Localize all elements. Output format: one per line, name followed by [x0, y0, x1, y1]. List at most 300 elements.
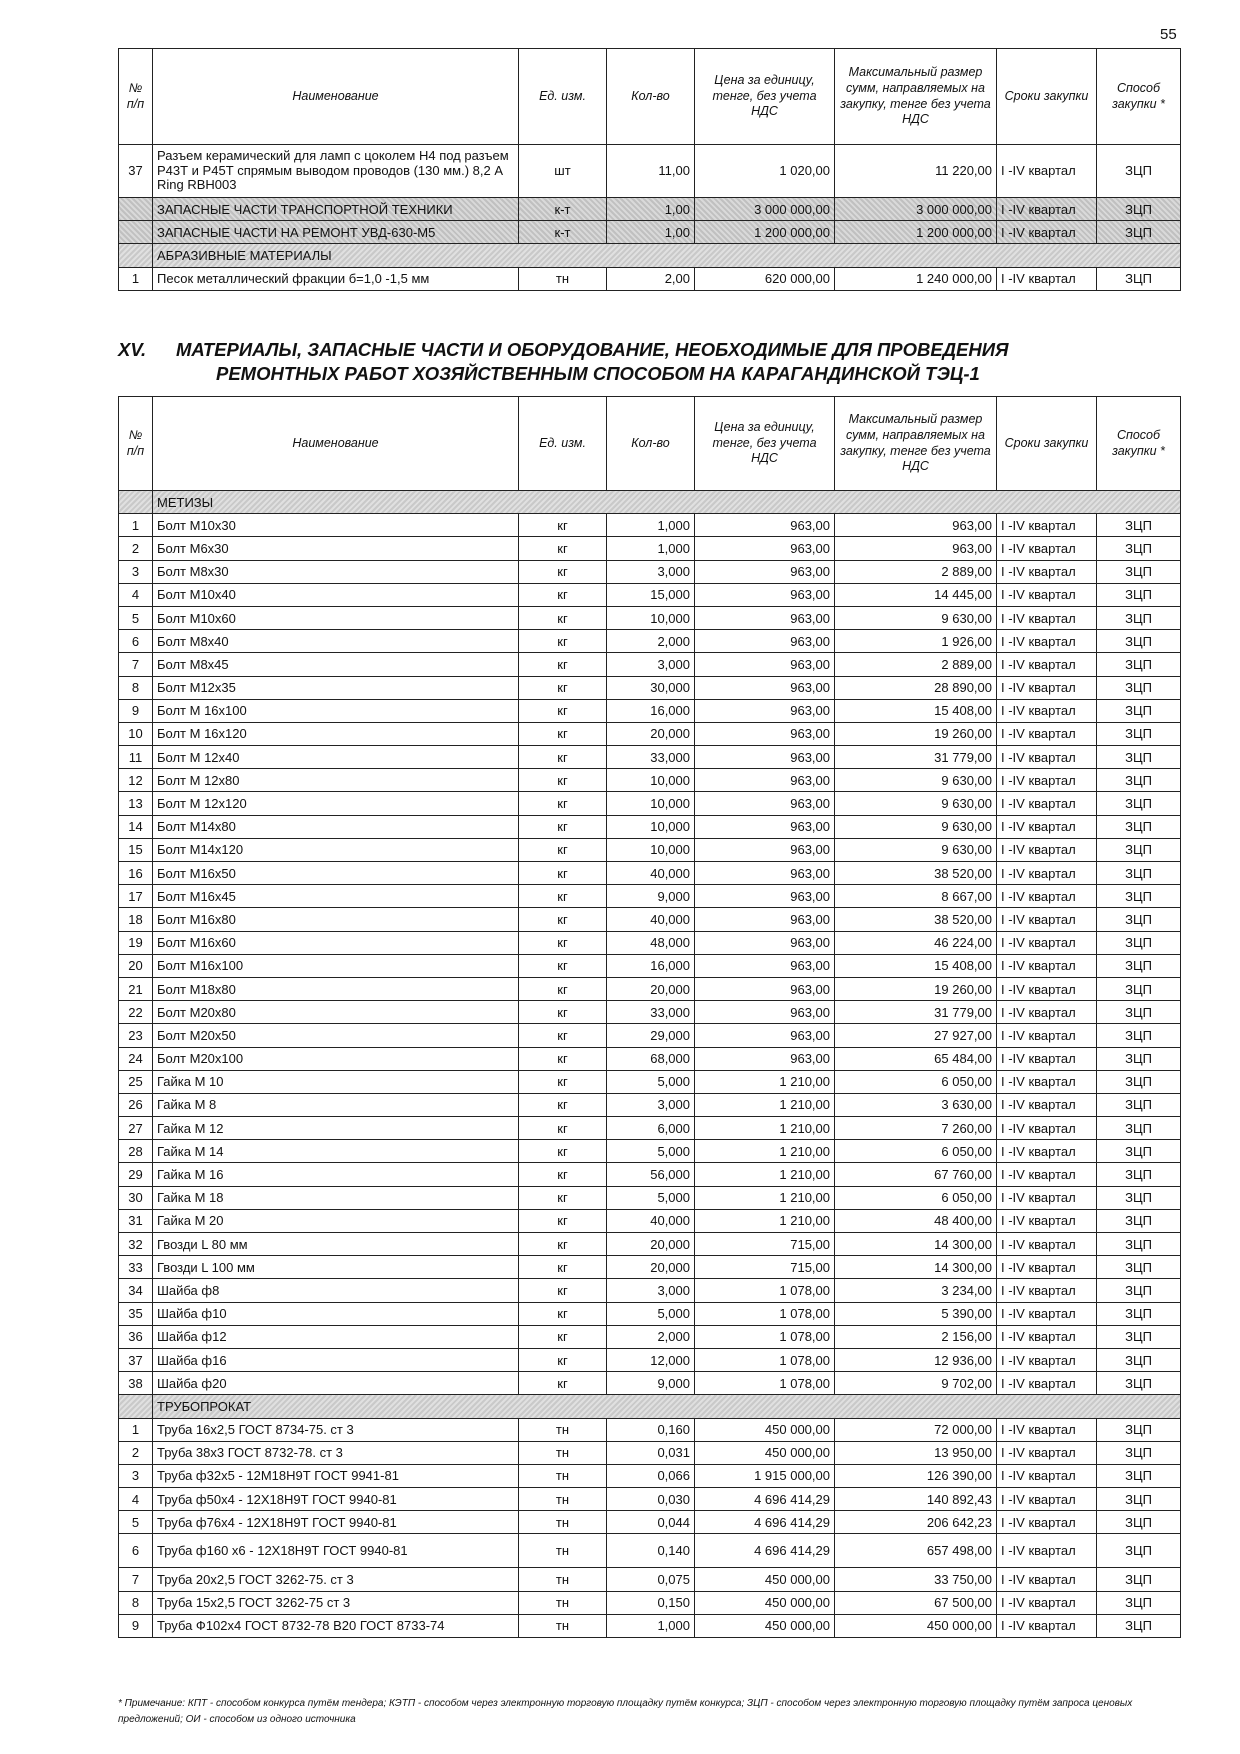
cell-price: 1 210,00: [695, 1163, 835, 1186]
cell-price: 963,00: [695, 885, 835, 908]
cell-way: ЗЦП: [1097, 1279, 1181, 1302]
cell-unit: кг: [519, 676, 607, 699]
cell-max: 48 400,00: [835, 1209, 997, 1232]
cell-num: 33: [119, 1256, 153, 1279]
cell-max: 38 520,00: [835, 908, 997, 931]
cell-qty: 3,000: [607, 560, 695, 583]
cell-way: ЗЦП: [1097, 792, 1181, 815]
cell-qty: 20,000: [607, 1233, 695, 1256]
section-title-line1: МАТЕРИАЛЫ, ЗАПАСНЫЕ ЧАСТИ И ОБОРУДОВАНИЕ, НЕОБХОДИМЫЕ ДЛЯ ПРОВЕДЕНИЯ: [176, 339, 1009, 360]
cell-way: ЗЦП: [1097, 221, 1181, 244]
cell-qty: 10,000: [607, 792, 695, 815]
cell-name: Песок металлический фракции б=1,0 -1,5 мм: [153, 267, 519, 290]
cell-price: 963,00: [695, 931, 835, 954]
table-row: [119, 1024, 1181, 1047]
cell-max: 31 779,00: [835, 746, 997, 769]
cell-num: 27: [119, 1117, 153, 1140]
cell-name: Шайба ф12: [153, 1325, 519, 1348]
cell-num: 30: [119, 1186, 153, 1209]
cell-max: 1 200 000,00: [835, 221, 997, 244]
table-row: [119, 145, 1181, 198]
cell-name: ЗАПАСНЫЕ ЧАСТИ ТРАНСПОРТНОЙ ТЕХНИКИ: [153, 198, 519, 221]
cell-way: ЗЦП: [1097, 722, 1181, 745]
cell-max: 19 260,00: [835, 977, 997, 1000]
cell-way: ЗЦП: [1097, 1024, 1181, 1047]
cell-name: Болт М20х50: [153, 1024, 519, 1047]
cell-price: 963,00: [695, 908, 835, 931]
cell-way: ЗЦП: [1097, 1511, 1181, 1534]
cell-name: Болт М16х80: [153, 908, 519, 931]
cell-unit: кг: [519, 1325, 607, 1348]
cell-way: ЗЦП: [1097, 583, 1181, 606]
cell-name: Болт М 12х120: [153, 792, 519, 815]
cell-max: 38 520,00: [835, 862, 997, 885]
cell-qty: 10,000: [607, 815, 695, 838]
cell-price: 963,00: [695, 746, 835, 769]
cell-term: I -IV квартал: [997, 954, 1097, 977]
cell-qty: 2,00: [607, 267, 695, 290]
section-row: [119, 1395, 1181, 1418]
cell-num: 19: [119, 931, 153, 954]
cell-name: Болт М10х60: [153, 606, 519, 629]
table-row: [119, 1163, 1181, 1186]
cell-name: Шайба ф8: [153, 1279, 519, 1302]
cell-price: 963,00: [695, 583, 835, 606]
cell-qty: 56,000: [607, 1163, 695, 1186]
cell-term: I -IV квартал: [997, 653, 1097, 676]
cell-max: 19 260,00: [835, 722, 997, 745]
cell-term: I -IV квартал: [997, 699, 1097, 722]
header-way: Способ закупки *: [1097, 397, 1181, 491]
cell-term: I -IV квартал: [997, 221, 1097, 244]
cell-qty: 10,000: [607, 838, 695, 861]
cell-way: ЗЦП: [1097, 1093, 1181, 1116]
cell-max: 72 000,00: [835, 1418, 997, 1441]
cell-term: I -IV квартал: [997, 1256, 1097, 1279]
cell-way: ЗЦП: [1097, 1233, 1181, 1256]
cell-unit: кг: [519, 746, 607, 769]
cell-unit: кг: [519, 1163, 607, 1186]
cell-unit: кг: [519, 1070, 607, 1093]
cell-num: 12: [119, 769, 153, 792]
cell-max: 450 000,00: [835, 1614, 997, 1637]
cell-price: 1 210,00: [695, 1186, 835, 1209]
table-row: [119, 1591, 1181, 1614]
cell-num: 3: [119, 560, 153, 583]
cell-num: 8: [119, 676, 153, 699]
cell-term: I -IV квартал: [997, 1441, 1097, 1464]
cell-unit: тн: [519, 1568, 607, 1591]
cell-price: 1 210,00: [695, 1117, 835, 1140]
cell-qty: 0,030: [607, 1488, 695, 1511]
cell-qty: 15,000: [607, 583, 695, 606]
cell-name: Гайка М 10: [153, 1070, 519, 1093]
cell-price: 1 200 000,00: [695, 221, 835, 244]
cell-term: I -IV квартал: [997, 537, 1097, 560]
table-row: [119, 1534, 1181, 1568]
cell-qty: 30,000: [607, 676, 695, 699]
header-price: Цена за единицу, тенге, без учета НДС: [695, 49, 835, 145]
cell-term: I -IV квартал: [997, 145, 1097, 198]
cell-way: ЗЦП: [1097, 1591, 1181, 1614]
cell-term: I -IV квартал: [997, 722, 1097, 745]
cell-term: I -IV квартал: [997, 676, 1097, 699]
cell-max: 2 889,00: [835, 653, 997, 676]
cell-term: I -IV квартал: [997, 1047, 1097, 1070]
cell-qty: 5,000: [607, 1140, 695, 1163]
cell-price: 963,00: [695, 514, 835, 537]
cell-qty: 20,000: [607, 977, 695, 1000]
cell-unit: тн: [519, 1511, 607, 1534]
cell-num: 36: [119, 1325, 153, 1348]
cell-qty: 40,000: [607, 1209, 695, 1232]
cell-term: I -IV квартал: [997, 198, 1097, 221]
cell-qty: 3,000: [607, 653, 695, 676]
table-row: [119, 977, 1181, 1000]
cell-max: 9 630,00: [835, 838, 997, 861]
cell-way: ЗЦП: [1097, 1348, 1181, 1371]
cell-unit: кг: [519, 1117, 607, 1140]
cell-num: 7: [119, 1568, 153, 1591]
cell-price: 1 210,00: [695, 1140, 835, 1163]
table-row: [119, 1372, 1181, 1395]
table-row: [119, 514, 1181, 537]
cell-price: 963,00: [695, 1001, 835, 1024]
cell-term: I -IV квартал: [997, 1070, 1097, 1093]
cell-name: Шайба ф10: [153, 1302, 519, 1325]
cell-unit: тн: [519, 1534, 607, 1568]
cell-price: 450 000,00: [695, 1591, 835, 1614]
cell-unit: к-т: [519, 198, 607, 221]
cell-unit: кг: [519, 606, 607, 629]
cell-max: 27 927,00: [835, 1024, 997, 1047]
cell-price: 1 020,00: [695, 145, 835, 198]
cell-num: 7: [119, 653, 153, 676]
table-row: [119, 1047, 1181, 1070]
cell-unit: кг: [519, 583, 607, 606]
cell-max: 9 630,00: [835, 792, 997, 815]
cell-term: I -IV квартал: [997, 931, 1097, 954]
cell-way: ЗЦП: [1097, 1372, 1181, 1395]
cell-way: ЗЦП: [1097, 1209, 1181, 1232]
cell-num: 24: [119, 1047, 153, 1070]
cell-qty: 40,000: [607, 908, 695, 931]
cell-way: ЗЦП: [1097, 630, 1181, 653]
cell-price: 963,00: [695, 560, 835, 583]
table-row: [119, 792, 1181, 815]
cell-term: I -IV квартал: [997, 1511, 1097, 1534]
cell-way: ЗЦП: [1097, 699, 1181, 722]
cell-num: 26: [119, 1093, 153, 1116]
cell-way: ЗЦП: [1097, 769, 1181, 792]
cell-qty: 33,000: [607, 746, 695, 769]
table-row: [119, 1325, 1181, 1348]
cell-qty: 1,000: [607, 1614, 695, 1637]
cell-way: ЗЦП: [1097, 1534, 1181, 1568]
cell-term: I -IV квартал: [997, 746, 1097, 769]
table-row: [119, 722, 1181, 745]
cell-max: 15 408,00: [835, 699, 997, 722]
cell-name: Болт М8х40: [153, 630, 519, 653]
cell-term: I -IV квартал: [997, 1186, 1097, 1209]
cell-unit: кг: [519, 1186, 607, 1209]
table-row: [119, 746, 1181, 769]
cell-num: [119, 198, 153, 221]
cell-unit: кг: [519, 630, 607, 653]
cell-price: 963,00: [695, 954, 835, 977]
table-row: [119, 1511, 1181, 1534]
table-row: [119, 1418, 1181, 1441]
table-row: [119, 1140, 1181, 1163]
cell-term: I -IV квартал: [997, 908, 1097, 931]
cell-price: 963,00: [695, 769, 835, 792]
cell-name: Разъем керамический для ламп с цоколем Н4 под разъем Р43Т и Р45Т спрямым выводом проводов (130 мм.) 8,2 A Ring RBH003: [153, 145, 519, 198]
cell-name: Труба 20х2,5 ГОСТ 3262-75. ст 3: [153, 1568, 519, 1591]
cell-qty: 9,000: [607, 885, 695, 908]
cell-qty: 48,000: [607, 931, 695, 954]
cell-qty: 68,000: [607, 1047, 695, 1070]
header-way: Способ закупки *: [1097, 49, 1181, 145]
cell-name: Гайка М 14: [153, 1140, 519, 1163]
cell-term: I -IV квартал: [997, 1302, 1097, 1325]
cell-num: 9: [119, 699, 153, 722]
cell-term: I -IV квартал: [997, 630, 1097, 653]
cell-term: I -IV квартал: [997, 583, 1097, 606]
cell-num: 17: [119, 885, 153, 908]
cell-term: I -IV квартал: [997, 1614, 1097, 1637]
cell-qty: 5,000: [607, 1302, 695, 1325]
cell-way: ЗЦП: [1097, 145, 1181, 198]
cell-name: Шайба ф20: [153, 1372, 519, 1395]
cell-term: I -IV квартал: [997, 1591, 1097, 1614]
cell-term: I -IV квартал: [997, 1534, 1097, 1568]
section-label: МЕТИЗЫ: [153, 491, 1181, 514]
cell-num: 5: [119, 1511, 153, 1534]
section-cell-num: [119, 1395, 153, 1418]
table-row: [119, 838, 1181, 861]
cell-way: ЗЦП: [1097, 1117, 1181, 1140]
cell-price: 963,00: [695, 676, 835, 699]
cell-term: I -IV квартал: [997, 1233, 1097, 1256]
cell-term: I -IV квартал: [997, 514, 1097, 537]
cell-way: ЗЦП: [1097, 1186, 1181, 1209]
header-qty: Кол-во: [607, 397, 695, 491]
cell-way: ЗЦП: [1097, 560, 1181, 583]
cell-term: I -IV квартал: [997, 769, 1097, 792]
cell-unit: кг: [519, 769, 607, 792]
cell-num: 6: [119, 1534, 153, 1568]
cell-num: 16: [119, 862, 153, 885]
cell-num: 4: [119, 1488, 153, 1511]
cell-term: I -IV квартал: [997, 1279, 1097, 1302]
cell-term: I -IV квартал: [997, 815, 1097, 838]
table-row: [119, 1441, 1181, 1464]
cell-price: 4 696 414,29: [695, 1534, 835, 1568]
table-row: [119, 1568, 1181, 1591]
cell-price: 963,00: [695, 722, 835, 745]
cell-num: 14: [119, 815, 153, 838]
cell-term: I -IV квартал: [997, 1464, 1097, 1487]
table-row: [119, 954, 1181, 977]
section-cell-num: [119, 491, 153, 514]
cell-name: Гайка М 18: [153, 1186, 519, 1209]
cell-max: 8 667,00: [835, 885, 997, 908]
group-row: [119, 221, 1181, 244]
cell-max: 28 890,00: [835, 676, 997, 699]
table-row: [119, 862, 1181, 885]
header-max: Максимальный размер сумм, направляемых на закупку, тенге без учета НДС: [835, 49, 997, 145]
cell-way: ЗЦП: [1097, 908, 1181, 931]
cell-qty: 5,000: [607, 1186, 695, 1209]
cell-unit: кг: [519, 1209, 607, 1232]
cell-name: Болт М10х40: [153, 583, 519, 606]
cell-qty: 0,031: [607, 1441, 695, 1464]
cell-unit: тн: [519, 1418, 607, 1441]
cell-way: ЗЦП: [1097, 746, 1181, 769]
table-row: [119, 537, 1181, 560]
cell-qty: 12,000: [607, 1348, 695, 1371]
cell-unit: к-т: [519, 221, 607, 244]
cell-max: 2 889,00: [835, 560, 997, 583]
cell-unit: кг: [519, 537, 607, 560]
cell-unit: кг: [519, 1302, 607, 1325]
group-row: [119, 198, 1181, 221]
table-row: [119, 908, 1181, 931]
cell-price: 4 696 414,29: [695, 1511, 835, 1534]
cell-name: Болт М 12х80: [153, 769, 519, 792]
cell-max: 12 936,00: [835, 1348, 997, 1371]
header-max: Максимальный размер сумм, направляемых на закупку, тенге без учета НДС: [835, 397, 997, 491]
section-number: XV.: [118, 339, 147, 360]
cell-name: Болт М16х100: [153, 954, 519, 977]
cell-price: 4 696 414,29: [695, 1488, 835, 1511]
cell-num: 31: [119, 1209, 153, 1232]
cell-price: 963,00: [695, 537, 835, 560]
cell-num: 37: [119, 1348, 153, 1371]
cell-name: Болт М 12х40: [153, 746, 519, 769]
cell-name: Болт М20х80: [153, 1001, 519, 1024]
cell-unit: тн: [519, 1591, 607, 1614]
table-row: [119, 1070, 1181, 1093]
table-row: [119, 815, 1181, 838]
cell-way: ЗЦП: [1097, 815, 1181, 838]
cell-qty: 0,044: [607, 1511, 695, 1534]
cell-term: I -IV квартал: [997, 1093, 1097, 1116]
cell-unit: кг: [519, 1233, 607, 1256]
table-row: [119, 931, 1181, 954]
table-row: [119, 1614, 1181, 1637]
cell-term: I -IV квартал: [997, 862, 1097, 885]
header-name: Наименование: [153, 49, 519, 145]
cell-name: Труба 15х2,5 ГОСТ 3262-75 ст 3: [153, 1591, 519, 1614]
cell-max: 14 300,00: [835, 1256, 997, 1279]
cell-way: ЗЦП: [1097, 1488, 1181, 1511]
cell-term: I -IV квартал: [997, 977, 1097, 1000]
cell-num: 37: [119, 145, 153, 198]
cell-term: I -IV квартал: [997, 1488, 1097, 1511]
cell-qty: 0,150: [607, 1591, 695, 1614]
cell-max: 7 260,00: [835, 1117, 997, 1140]
cell-unit: кг: [519, 815, 607, 838]
cell-name: Болт М 16х100: [153, 699, 519, 722]
cell-price: 1 210,00: [695, 1209, 835, 1232]
table-row: [119, 1302, 1181, 1325]
cell-name: Шайба ф16: [153, 1348, 519, 1371]
cell-price: 963,00: [695, 815, 835, 838]
cell-unit: кг: [519, 653, 607, 676]
cell-qty: 0,160: [607, 1418, 695, 1441]
cell-num: 20: [119, 954, 153, 977]
cell-qty: 29,000: [607, 1024, 695, 1047]
cell-unit: кг: [519, 1047, 607, 1070]
cell-num: [119, 221, 153, 244]
cell-num: 1: [119, 514, 153, 537]
cell-num: 6: [119, 630, 153, 653]
cell-term: I -IV квартал: [997, 792, 1097, 815]
cell-num: 29: [119, 1163, 153, 1186]
header-num: № п/п: [119, 397, 153, 491]
cell-num: 10: [119, 722, 153, 745]
cell-num: 22: [119, 1001, 153, 1024]
cell-price: 963,00: [695, 862, 835, 885]
cell-qty: 0,075: [607, 1568, 695, 1591]
cell-way: ЗЦП: [1097, 1568, 1181, 1591]
section-label: АБРАЗИВНЫЕ МАТЕРИАЛЫ: [153, 244, 1181, 267]
cell-qty: 10,000: [607, 769, 695, 792]
cell-qty: 1,00: [607, 221, 695, 244]
table-row: [119, 653, 1181, 676]
cell-way: ЗЦП: [1097, 977, 1181, 1000]
cell-way: ЗЦП: [1097, 676, 1181, 699]
cell-num: 1: [119, 1418, 153, 1441]
section-label: ТРУБОПРОКАТ: [153, 1395, 1181, 1418]
cell-num: 15: [119, 838, 153, 861]
cell-name: Болт М18х80: [153, 977, 519, 1000]
cell-unit: кг: [519, 514, 607, 537]
cell-qty: 3,000: [607, 1279, 695, 1302]
cell-name: Труба ф160 х6 - 12Х18Н9Т ГОСТ 9940-81: [153, 1534, 519, 1568]
section-row: [119, 244, 1181, 267]
cell-name: Болт М14х80: [153, 815, 519, 838]
cell-way: ЗЦП: [1097, 653, 1181, 676]
cell-name: Болт М12х35: [153, 676, 519, 699]
cell-name: Гайка М 20: [153, 1209, 519, 1232]
table-row: [119, 1256, 1181, 1279]
cell-name: Труба ф50х4 - 12Х18Н9Т ГОСТ 9940-81: [153, 1488, 519, 1511]
cell-unit: тн: [519, 1464, 607, 1487]
cell-unit: кг: [519, 885, 607, 908]
cell-way: ЗЦП: [1097, 885, 1181, 908]
cell-qty: 3,000: [607, 1093, 695, 1116]
table-row: [119, 267, 1181, 290]
cell-num: 25: [119, 1070, 153, 1093]
cell-num: 13: [119, 792, 153, 815]
header-price: Цена за единицу, тенге, без учета НДС: [695, 397, 835, 491]
cell-name: Труба 38х3 ГОСТ 8732-78. ст 3: [153, 1441, 519, 1464]
cell-max: 9 630,00: [835, 769, 997, 792]
table-row: [119, 1348, 1181, 1371]
cell-name: Гвозди L 100 мм: [153, 1256, 519, 1279]
cell-price: 963,00: [695, 792, 835, 815]
cell-qty: 1,00: [607, 198, 695, 221]
cell-max: 14 445,00: [835, 583, 997, 606]
cell-name: Болт М10х30: [153, 514, 519, 537]
cell-price: 963,00: [695, 630, 835, 653]
cell-qty: 16,000: [607, 699, 695, 722]
table-row: [119, 699, 1181, 722]
cell-unit: кг: [519, 792, 607, 815]
cell-price: 3 000 000,00: [695, 198, 835, 221]
